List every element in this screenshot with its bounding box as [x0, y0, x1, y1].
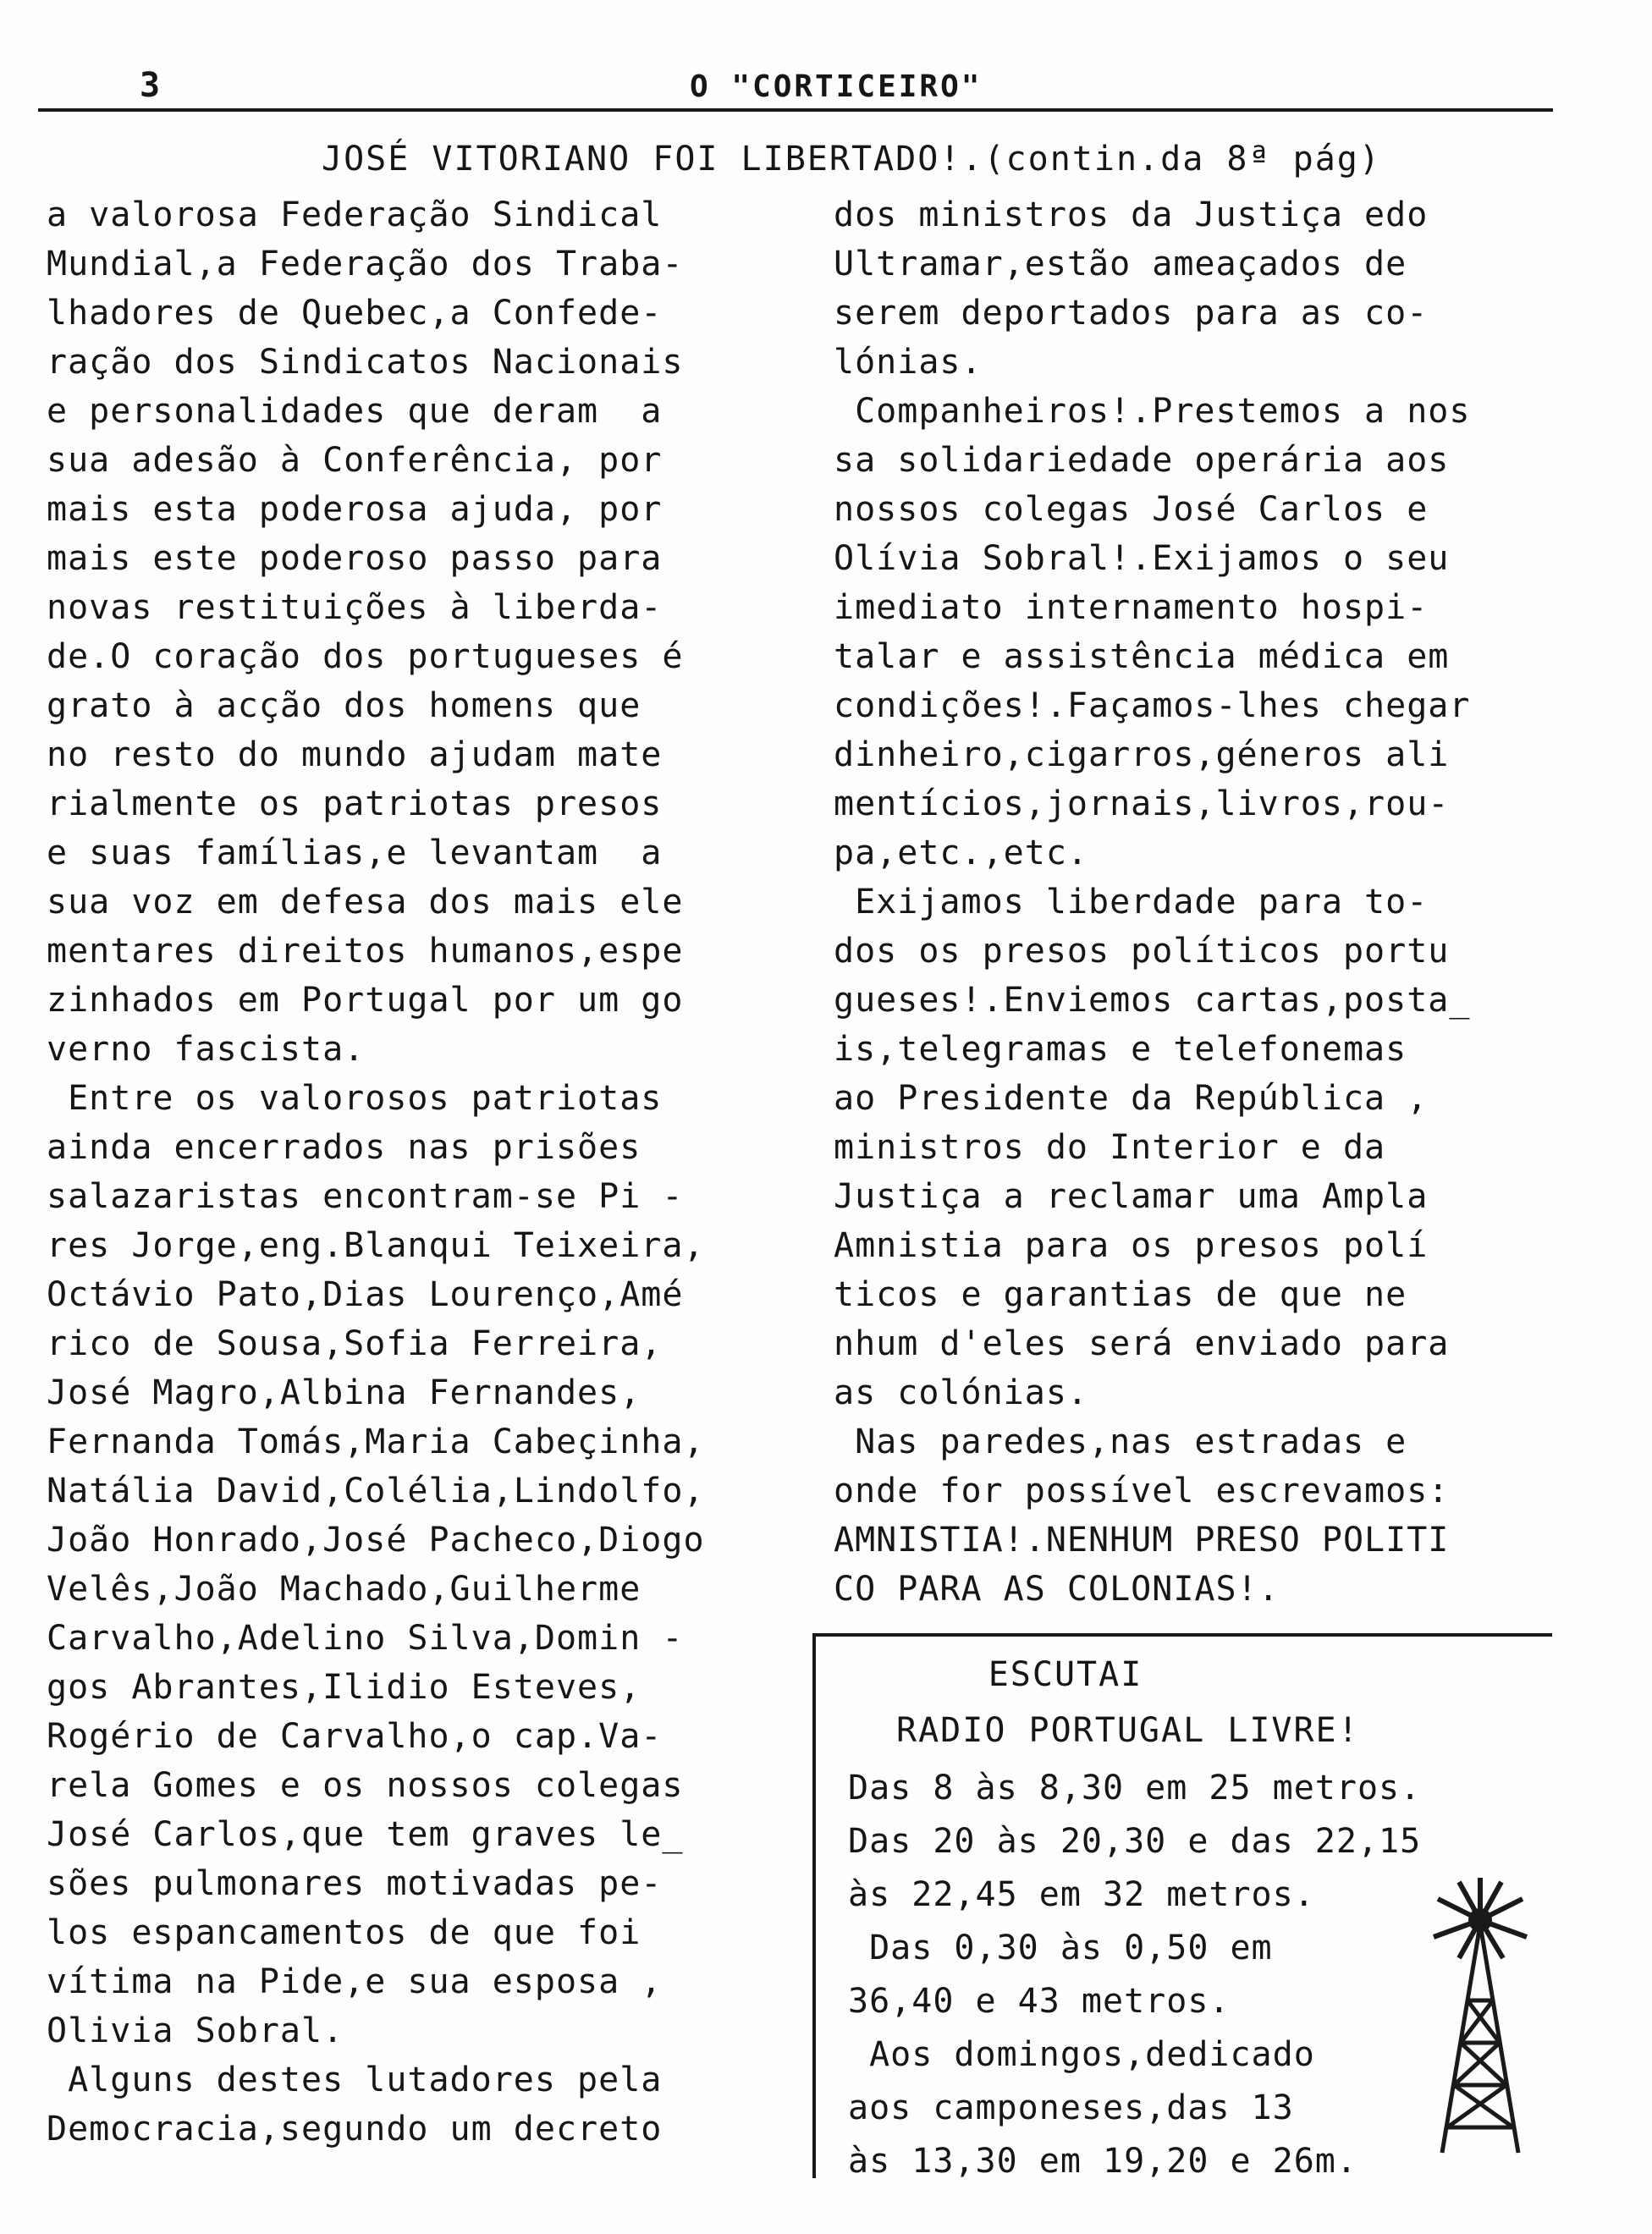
text-line: ainda encerrados nas prisões [47, 1128, 642, 1167]
text-line: zinhados em Portugal por um go [47, 981, 684, 1020]
masthead-rule [38, 108, 1553, 112]
text-line: dinheiro,cigarros,géneros ali [834, 735, 1450, 774]
text-line: Justiça a reclamar uma Ampla [834, 1177, 1429, 1216]
text-line: is,telegramas e telefonemas [834, 1030, 1407, 1069]
text-line: Olivia Sobral. [47, 2011, 344, 2050]
text-line: gos Abrantes,Ilidio Esteves, [47, 1668, 642, 1707]
text-line: talar e assistência médica em [834, 637, 1450, 676]
text-line: Companheiros!.Prestemos a nos [834, 392, 1471, 431]
text-line: Democracia,segundo um decreto [47, 2110, 663, 2149]
text-line: pa,etc.,etc. [834, 834, 1088, 872]
text-line: nhum d'eles será enviado para [834, 1324, 1450, 1363]
text-line: vítima na Pide,e sua esposa , [47, 1962, 663, 2001]
radio-box [812, 1633, 1552, 2181]
text-line: los espancamentos de que foi [47, 1913, 642, 1952]
text-line: Nas paredes,nas estradas e [834, 1422, 1407, 1461]
radio-title: ESCUTAI [988, 1655, 1143, 1694]
page-number: 3 [140, 66, 161, 105]
text-line: Aos domingos,dedicado [848, 2035, 1315, 2074]
left-column [47, 190, 808, 2154]
text-line: Natália David,Colélia,Lindolfo, [47, 1472, 705, 1510]
text-line: José Magro,Albina Fernandes, [47, 1373, 642, 1412]
text-line: Rogério de Carvalho,o cap.Va- [47, 1717, 663, 1756]
text-line: condições!.Façamos-lhes chegar [834, 686, 1471, 725]
text-line: ministros do Interior e da [834, 1128, 1386, 1167]
text-line: sa solidariedade operária aos [834, 441, 1450, 480]
text-line: e suas famílias,e levantam a [47, 834, 663, 872]
text-line: rela Gomes e os nossos colegas [47, 1766, 684, 1805]
text-line: salazaristas encontram-se Pi - [47, 1177, 684, 1216]
text-line: ao Presidente da República , [834, 1079, 1429, 1118]
text-line: AMNISTIA!.NENHUM PRESO POLITI [834, 1521, 1450, 1560]
text-line: Alguns destes lutadores pela [47, 2061, 663, 2099]
text-line: e personalidades que deram a [47, 392, 663, 431]
text-line: ração dos Sindicatos Nacionais [47, 343, 684, 382]
text-line: Amnistia para os presos polí [834, 1226, 1429, 1265]
text-line: verno fascista. [47, 1030, 366, 1069]
text-line: onde for possível escrevamos: [834, 1472, 1450, 1510]
text-line: José Carlos,que tem graves le_ [47, 1815, 684, 1854]
text-line: sua voz em defesa dos mais ele [47, 883, 684, 922]
text-line: mentares direitos humanos,espe [47, 932, 684, 971]
text-line: Das 8 às 8,30 em 25 metros. [848, 1769, 1422, 1808]
text-line: gueses!.Enviemos cartas,posta_ [834, 981, 1471, 1020]
radio-schedule [848, 1762, 1421, 2188]
text-line: Fernanda Tomás,Maria Cabeçinha, [47, 1422, 705, 1461]
text-line: Octávio Pato,Dias Lourenço,Amé [47, 1275, 684, 1314]
text-line: Carvalho,Adelino Silva,Domin - [47, 1619, 684, 1658]
text-line: Ultramar,estão ameaçados de [834, 245, 1407, 283]
text-line: às 13,30 em 19,20 e 26m. [848, 2142, 1357, 2181]
text-line: Mundial,a Federação dos Traba- [47, 245, 684, 283]
text-line: Das 20 às 20,30 e das 22,15 [848, 1822, 1422, 1861]
text-line: res Jorge,eng.Blanqui Teixeira, [47, 1226, 705, 1265]
text-line: João Honrado,José Pacheco,Diogo [47, 1521, 705, 1560]
text-line: novas restituições à liberda- [47, 588, 663, 627]
text-line: Exijamos liberdade para to- [834, 883, 1429, 922]
text-line: aos camponeses,das 13 [848, 2088, 1294, 2127]
article-headline: JOSÉ VITORIANO FOI LIBERTADO!.(contin.da 8ª pág) [322, 140, 1381, 179]
text-line: ticos e garantias de que ne [834, 1275, 1407, 1314]
text-line: Das 0,30 às 0,50 em [848, 1929, 1273, 1967]
text-line: Olívia Sobral!.Exijamos o seu [834, 539, 1450, 578]
text-line: sua adesão à Conferência, por [47, 441, 663, 480]
text-line: rico de Sousa,Sofia Ferreira, [47, 1324, 663, 1363]
right-column [834, 190, 1578, 1614]
radio-antenna-icon [1408, 1874, 1552, 2161]
text-line: imediato internamento hospi- [834, 588, 1429, 627]
text-line: lónias. [834, 343, 983, 382]
radio-station-name: RADIO PORTUGAL LIVRE! [896, 1711, 1360, 1750]
text-line: as colónias. [834, 1373, 1088, 1412]
text-line: nossos colegas José Carlos e [834, 490, 1429, 529]
text-line: sões pulmonares motivadas pe- [47, 1864, 663, 1903]
text-line: a valorosa Federação Sindical [47, 195, 663, 234]
text-line: Velês,João Machado,Guilherme [47, 1570, 642, 1609]
text-line: às 22,45 em 32 metros. [848, 1875, 1315, 1914]
text-line: serem deportados para as co- [834, 294, 1429, 333]
text-line: mais este poderoso passo para [47, 539, 663, 578]
text-line: mentícios,jornais,livros,rou- [834, 784, 1450, 823]
text-line: de.O coração dos portugueses é [47, 637, 684, 676]
text-line: dos os presos políticos portu [834, 932, 1450, 971]
text-line: grato à acção dos homens que [47, 686, 642, 725]
text-line: 36,40 e 43 metros. [848, 1982, 1231, 2021]
text-line: rialmente os patriotas presos [47, 784, 663, 823]
text-line: CO PARA AS COLONIAS!. [834, 1570, 1280, 1609]
text-line: Entre os valorosos patriotas [47, 1079, 663, 1118]
text-line: lhadores de Quebec,a Confede- [47, 294, 663, 333]
masthead-title: O "CORTICEIRO" [690, 69, 983, 104]
text-line: dos ministros da Justiça edo [834, 195, 1429, 234]
text-line: no resto do mundo ajudam mate [47, 735, 663, 774]
text-line: mais esta poderosa ajuda, por [47, 490, 663, 529]
